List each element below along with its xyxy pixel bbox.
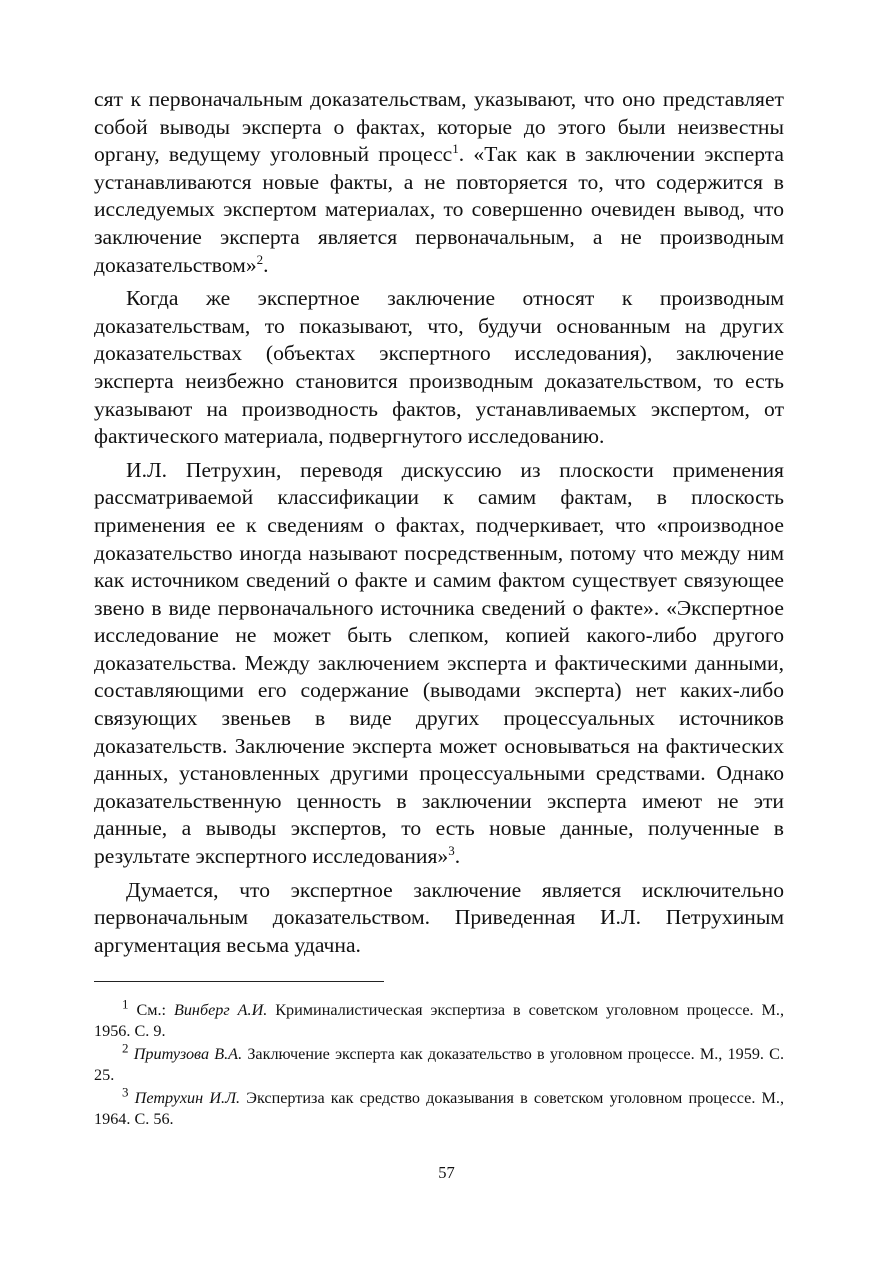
paragraph-1-text: сят к первоначальным доказательствам, указывают, что оно представляет собой выводы эксперта о фактах, которые до этого были неизвестны органу, ведущему уголовный процесс	[94, 87, 784, 167]
footnote-2-author: Притузова В.А.	[133, 1045, 243, 1064]
footnote-divider	[94, 981, 384, 982]
footnote-3	[94, 1085, 785, 1129]
footnote-2-number: 2	[122, 1041, 129, 1057]
paragraph-4	[94, 877, 784, 960]
paragraph-2	[94, 285, 784, 451]
footnote-1	[94, 997, 785, 1041]
paragraph-3-text: И.Л. Петрухин, переводя дискуссию из плоскости применения рассматриваемой классификации к самим фактам, в плоскость применения ее к сведениям о фактах, подчеркивает, что «производное доказательство иногда называют посредственным, потому что между ним как источником сведений о факте и самим фактом существует связующее звено в виде первоначального источника сведений о факте». «Экспертное исследование не может быть слепком, копией какого-либо другого доказательства. Между заключением эксперта и фактическими данными, составляющими его содержание (выводами эксперта) нет каких-либо связующих звеньев в виде других процессуальных источников доказательств. Заключение эксперта может основываться на фактических данных, установленных другими процессуальными средствами. Однако доказательственную ценность в заключении эксперта имеют не эти данные, а выводы экспертов, то есть новые данные, полученные в результате экспертного исследования»	[94, 457, 784, 869]
footnote-1-author: Винберг А.И.	[173, 1001, 268, 1020]
footnote-1-prefix: См.:	[136, 1001, 174, 1020]
footnote-1-number: 1	[122, 997, 129, 1013]
paragraph-1-text-3: .	[263, 252, 269, 277]
footnote-3-text: Экспертиза как средство доказывания в советском уголовном процессе. М., 1964. С. 56.	[94, 1089, 785, 1128]
paragraph-4-text: Думается, что экспертное заключение является исключительно первоначальным доказательством. Приведенная И.Л. Петрухиным аргументация весьма удачна.	[94, 877, 784, 957]
page-body	[94, 86, 784, 1129]
paragraph-2-text: Когда же экспертное заключение относят к производным доказательствам, то показывают, что, будучи основанным на других доказательствах (объектах экспертного исследования), заключение эксперта неизбежно становится производным доказательством, то есть указывают на производность фактов, устанавливаемых экспертом, от фактического материала, подвергнутого исследованию.	[94, 286, 784, 449]
footnote-ref-2: 2	[256, 251, 264, 267]
footnote-2-text: Заключение эксперта как доказательство в уголовном процессе. М., 1959. С. 25.	[94, 1045, 784, 1084]
footnote-1-text: Криминалистическая экспертиза в советском уголовном процессе. М., 1956. С. 9.	[94, 1001, 785, 1040]
footnote-2	[94, 1041, 784, 1085]
paragraph-1	[94, 86, 784, 279]
paragraph-3	[94, 457, 784, 871]
footnote-3-number: 3	[122, 1085, 129, 1101]
paragraph-1-text-2: . «Так как в заключении эксперта устанавливаются новые факты, а не повторяется то, что содержится в исследуемых экспертом материалах, то совершенно очевиден вывод, что заключение эксперта является первоначальным, а не производным доказательством»	[94, 142, 784, 277]
paragraph-3-text-2: .	[454, 844, 461, 869]
footnote-3-author: Петрухин И.Л.	[134, 1089, 241, 1108]
page-number: 57	[438, 1163, 455, 1182]
footnote-ref-1: 1	[452, 141, 459, 156]
footnote-ref-3: 3	[448, 842, 455, 858]
